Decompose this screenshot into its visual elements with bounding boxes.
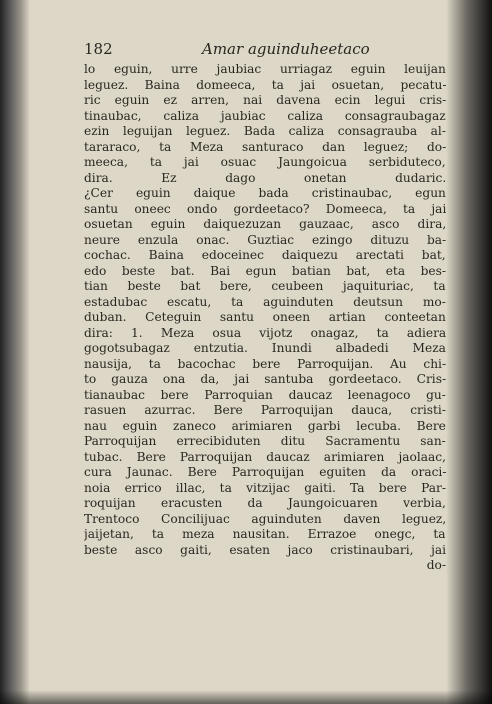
text-line: nausija, ta bacochac bere Parroquijan. Au chi- xyxy=(84,356,446,371)
text-line: dira. Ez dago onetan dudaric. xyxy=(84,170,446,185)
text-line: gogotsubagaz entzutia. Inundi albadedi Meza xyxy=(84,341,446,355)
text-block xyxy=(84,40,446,574)
text-line: to gauza ona da, jai santuba gordeetaco. Cris- xyxy=(84,372,446,386)
text-line: dira: 1. Meza osua vijotz onagaz, ta adiera xyxy=(84,325,446,340)
page-bottom-shadow xyxy=(0,690,492,704)
text-line: ¿Cer eguin daique bada cristinaubac, egun xyxy=(84,186,446,200)
text-line: meeca, ta jai osuac Jaungoicua serbiduteco, xyxy=(84,155,446,169)
text-line: do- xyxy=(426,558,446,572)
text-line: tian beste bat bere, ceubeen jaquituriac, ta xyxy=(84,279,446,293)
text-line: beste asco gaiti, esaten jaco cristinaubari, jai xyxy=(84,542,446,557)
body-text xyxy=(84,62,446,574)
text-line: estadubac escatu, ta aguinduten deutsun mo- xyxy=(84,294,446,309)
text-line: tianaubac bere Parroquian daucaz leenagoco gu- xyxy=(84,387,446,402)
running-title: Amar aguinduheetaco xyxy=(202,40,370,58)
page-edge-shadow xyxy=(446,0,492,704)
text-line: roquijan eracusten da Jaungoicuaren verbia, xyxy=(84,496,446,510)
running-head xyxy=(84,40,446,62)
text-line: rasuen azurrac. Bere Parroquijan dauca, cristi- xyxy=(84,403,446,417)
text-line: santu oneec ondo gordeetaco? Domeeca, ta jai xyxy=(84,201,446,216)
text-line: jaijetan, ta meza nausitan. Errazoe onegc, ta xyxy=(84,527,446,541)
text-line: lo eguin, urre jaubiac urriagaz eguin leuijan xyxy=(84,62,446,76)
text-line: tinaubac, caliza jaubiac caliza consagraubagaz xyxy=(84,108,446,123)
text-line: tararaco, ta Meza santuraco dan leguez; do- xyxy=(84,139,446,154)
text-line: Trentoco Concilijuac aguinduten daven leguez, xyxy=(84,511,446,526)
text-line: edo beste bat. Bai egun batian bat, eta bes- xyxy=(84,263,446,278)
text-line: cura Jaunac. Bere Parroquijan eguiten da oraci- xyxy=(84,465,446,479)
text-line: leguez. Baina domeeca, ta jai osuetan, pecatu- xyxy=(84,77,446,92)
text-line: neure enzula onac. Guztiac ezingo dituzu ba- xyxy=(84,232,446,247)
text-line: duban. Ceteguin santu oneen artian conteetan xyxy=(84,310,446,324)
text-line: tubac. Bere Parroquijan daucaz arimiaren jaolaac, xyxy=(84,449,446,464)
text-line: ezin leguijan leguez. Bada caliza consagrauba al- xyxy=(84,124,446,138)
text-line: Parroquijan errecibiduten ditu Sacramentu san- xyxy=(84,434,446,448)
text-line: noia errico illac, ta vitzijac gaiti. Ta bere Par- xyxy=(84,480,446,495)
text-line: ric eguin ez arren, nai davena ecin legui cris- xyxy=(84,93,446,107)
text-line: nau eguin zaneco arimiaren garbi lecuba. Bere xyxy=(84,418,446,433)
book-gutter-shadow xyxy=(0,0,30,704)
text-line: osuetan eguin daiquezuzan gauzaac, asco dira, xyxy=(84,217,446,231)
text-line: cochac. Baina edoceinec daiquezu arectati bat, xyxy=(84,248,446,262)
page-number: 182 xyxy=(84,40,113,58)
